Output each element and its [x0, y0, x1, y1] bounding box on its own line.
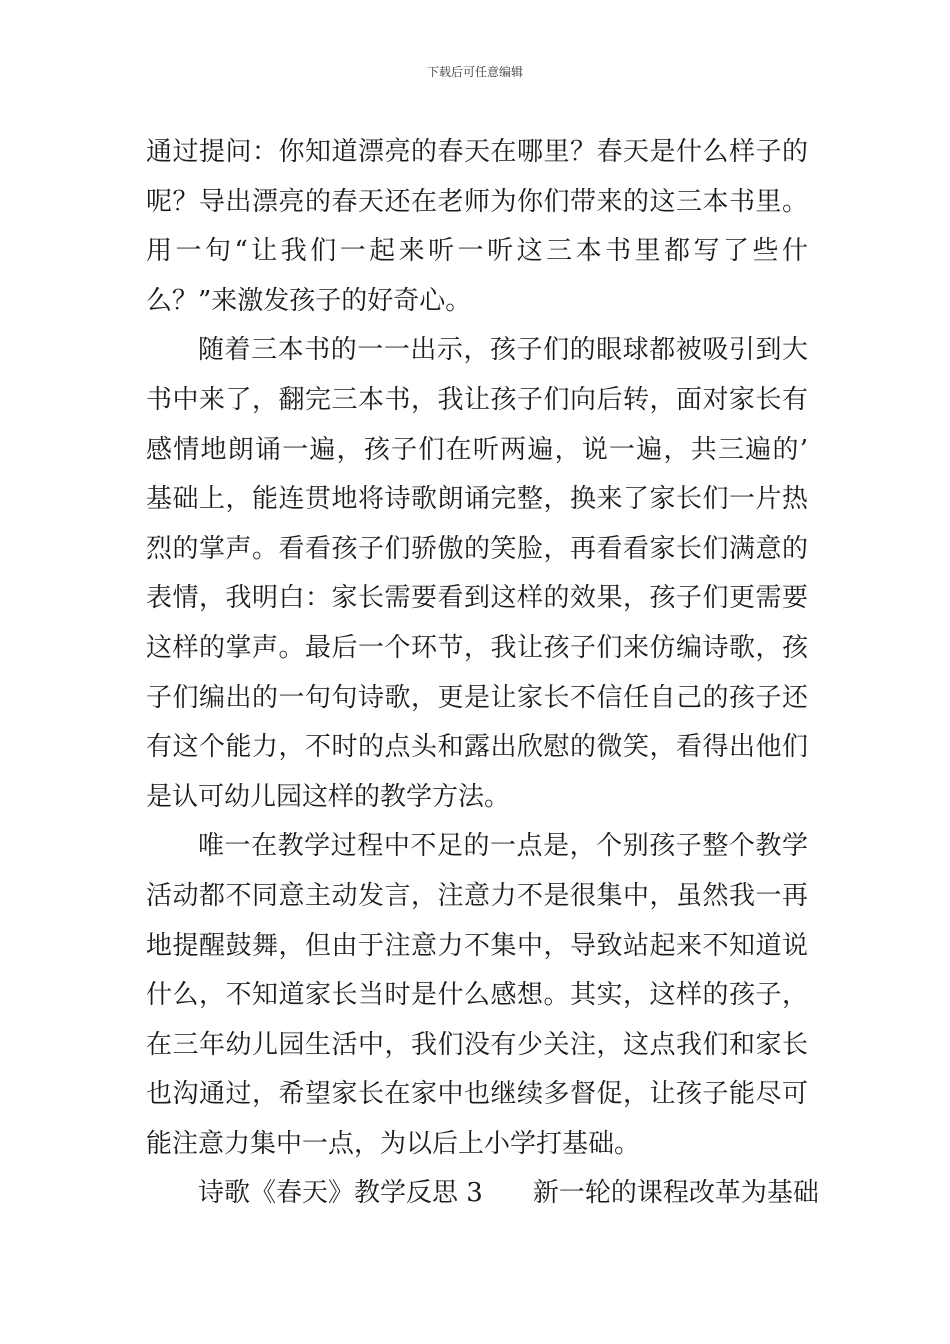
text-line: 在三年幼儿园生活中，我们没有少关注，这点我们和家长: [146, 1029, 808, 1060]
text-line: 表情，我明白：家长需要看到这样的效果，孩子们更需要: [146, 583, 808, 614]
text-line: 是认可幼儿园这样的教学方法。: [146, 781, 511, 812]
text-line: 唯一在教学过程中不足的一点是，个别孩子整个教学: [198, 831, 808, 862]
section-continuation: 新一轮的课程改革为基础: [532, 1178, 819, 1209]
document-body: [146, 128, 819, 1219]
text-line: 活动都不同意主动发言，注意力不是很集中，虽然我一再: [146, 880, 808, 911]
text-line: 子们编出的一句句诗歌，更是让家长不信任自己的孩子还: [146, 682, 808, 713]
text-line: 有这个能力，不时的点头和露出欣慰的微笑，看得出他们: [146, 732, 808, 763]
text-line: 用一句“让我们一起来听一听这三本书里都写了些什: [146, 236, 808, 267]
text-line: 随着三本书的一一出示，孩子们的眼球都被吸引到大: [198, 335, 808, 366]
text-line: 烈的掌声。看看孩子们骄傲的笑脸，再看看家长们满意的: [146, 533, 808, 564]
text-line: 书中来了，翻完三本书，我让孩子们向后转，面对家长有: [146, 384, 808, 415]
text-line: 感情地朗诵一遍，孩子们在听两遍，说一遍，共三遍的’: [146, 434, 808, 465]
text-line: 通过提问：你知道漂亮的春天在哪里？春天是什么样子的: [146, 137, 808, 167]
text-line: 什么，不知道家长当时是什么感想。其实，这样的孩子，: [146, 980, 808, 1011]
text-line: 呢？导出漂亮的春天还在老师为你们带来的这三本书里。: [146, 186, 808, 217]
text-line: 这样的掌声。最后一个环节，我让孩子们来仿编诗歌，孩: [146, 632, 808, 663]
section-title: 诗歌《春天》教学反思 3: [198, 1178, 483, 1209]
section-line: [146, 1169, 819, 1219]
text-line: 基础上，能连贯地将诗歌朗诵完整，换来了家长们一片热: [146, 484, 808, 515]
text-line: 能注意力集中一点，为以后上小学打基础。: [146, 1128, 641, 1159]
text-line: 么？”来激发孩子的好奇心。: [146, 285, 472, 316]
text-line: 也沟通过，希望家长在家中也继续多督促，让孩子能尽可: [146, 1079, 808, 1110]
page-header: 下载后可任意编辑: [426, 65, 523, 79]
text-line: 地提醒鼓舞，但由于注意力不集中，导致站起来不知道说: [146, 930, 808, 961]
